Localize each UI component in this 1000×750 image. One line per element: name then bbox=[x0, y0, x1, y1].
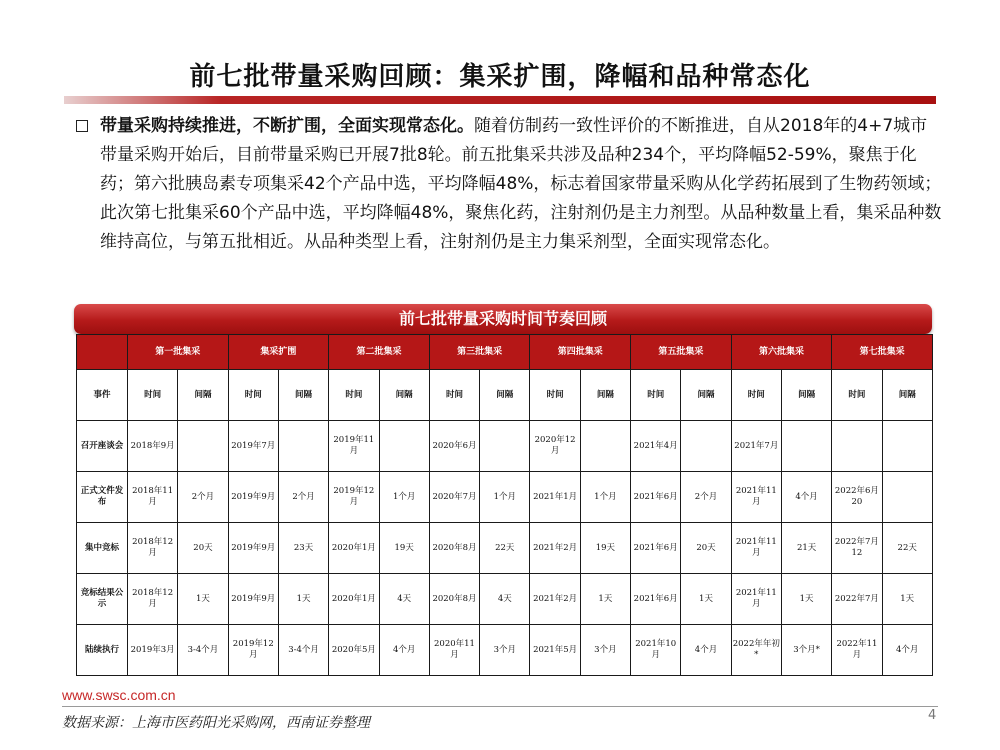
summary-paragraph bbox=[100, 112, 942, 257]
interval-header: 间隔 bbox=[681, 370, 731, 421]
interval-header: 间隔 bbox=[178, 370, 228, 421]
table-cell: 2021年6月 bbox=[631, 472, 681, 523]
row-label: 集中竞标 bbox=[77, 523, 128, 574]
table-row bbox=[77, 421, 933, 472]
table-cell: 2021年4月 bbox=[631, 421, 681, 472]
table-cell: 2021年11月 bbox=[731, 472, 781, 523]
table-cell: 2019年9月 bbox=[228, 523, 278, 574]
table-cell bbox=[278, 421, 328, 472]
batch-header: 第三批集采 bbox=[429, 335, 530, 370]
table-cell: 2021年5月 bbox=[530, 625, 580, 676]
table-cell: 2018年12月 bbox=[128, 523, 178, 574]
summary-lead: 带量采购持续推进，不断扩围，全面实现常态化。 bbox=[100, 116, 474, 136]
summary-text: 随着仿制药一致性评价的不断推进，自从2018年的4+7城市带量采购开始后，目前带量采购已开展7批8轮。前五批集采共涉及品种234个，平均降幅52-59%，聚焦于化药；第六批胰岛素专项集采42个产品中选，平均降幅48%，标志着国家带量采购从化学药拓展到了生物药领域；此次第七批集采60个产品中选，平均降幅48%，聚焦化药，注射剂仍是主力剂型。从品种数量上看，集采品种数维持高位，与第五批相近。从品种类型上看，注射剂仍是主力集采剂型，全面实现常态化。 bbox=[100, 116, 942, 252]
table-cell: 2个月 bbox=[278, 472, 328, 523]
table-row bbox=[77, 472, 933, 523]
batch-header: 第二批集采 bbox=[329, 335, 430, 370]
header-corner bbox=[77, 335, 128, 370]
table-cell: 3-4个月 bbox=[278, 625, 328, 676]
table-cell: 20天 bbox=[178, 523, 228, 574]
table-cell: 2020年12月 bbox=[530, 421, 580, 472]
table-cell: 2个月 bbox=[178, 472, 228, 523]
table-cell bbox=[480, 421, 530, 472]
table-cell: 2020年1月 bbox=[329, 574, 379, 625]
interval-header: 间隔 bbox=[480, 370, 530, 421]
table-cell: 2018年9月 bbox=[128, 421, 178, 472]
table-row bbox=[77, 523, 933, 574]
table-row bbox=[77, 574, 933, 625]
table-cell: 2020年6月 bbox=[429, 421, 479, 472]
time-header: 时间 bbox=[832, 370, 882, 421]
table-cell: 4个月 bbox=[882, 625, 932, 676]
table-cell: 1天 bbox=[178, 574, 228, 625]
row-label: 竞标结果公示 bbox=[77, 574, 128, 625]
table-cell: 19天 bbox=[580, 523, 630, 574]
table-cell: 2019年11月 bbox=[329, 421, 379, 472]
data-source-note: 数据来源：上海市医药阳光采购网，西南证券整理 bbox=[62, 715, 370, 731]
interval-header: 间隔 bbox=[580, 370, 630, 421]
table-cell: 2020年5月 bbox=[329, 625, 379, 676]
table-cell: 2019年7月 bbox=[228, 421, 278, 472]
table-cell: 2020年8月 bbox=[429, 523, 479, 574]
table-cell: 1天 bbox=[278, 574, 328, 625]
table-cell: 2018年11月 bbox=[128, 472, 178, 523]
time-header: 时间 bbox=[429, 370, 479, 421]
table-cell: 2021年6月 bbox=[631, 574, 681, 625]
table-cell: 3个月 bbox=[580, 625, 630, 676]
table-cell: 2个月 bbox=[681, 472, 731, 523]
interval-header: 间隔 bbox=[379, 370, 429, 421]
row-label: 正式文件发布 bbox=[77, 472, 128, 523]
title-divider bbox=[64, 96, 936, 104]
batch-header-row bbox=[77, 335, 933, 370]
table-cell bbox=[681, 421, 731, 472]
page-number: 4 bbox=[928, 708, 937, 723]
table-cell bbox=[832, 421, 882, 472]
table-cell bbox=[178, 421, 228, 472]
table-cell: 2021年2月 bbox=[530, 523, 580, 574]
table-cell: 2022年7月12 bbox=[832, 523, 882, 574]
table-cell: 3个月* bbox=[781, 625, 831, 676]
table-cell: 23天 bbox=[278, 523, 328, 574]
table-cell: 1个月 bbox=[379, 472, 429, 523]
table-cell: 4天 bbox=[379, 574, 429, 625]
footer-divider bbox=[62, 706, 938, 707]
event-header: 事件 bbox=[77, 370, 128, 421]
time-header: 时间 bbox=[128, 370, 178, 421]
row-label: 召开座谈会 bbox=[77, 421, 128, 472]
table-cell bbox=[882, 472, 932, 523]
table-cell: 2018年12月 bbox=[128, 574, 178, 625]
table-cell: 2019年9月 bbox=[228, 472, 278, 523]
table-cell: 1天 bbox=[882, 574, 932, 625]
table-cell bbox=[781, 421, 831, 472]
table-cell: 2021年10月 bbox=[631, 625, 681, 676]
batch-header: 第一批集采 bbox=[128, 335, 229, 370]
table-row bbox=[77, 625, 933, 676]
table-cell: 2021年11月 bbox=[731, 523, 781, 574]
checkbox-bullet-icon bbox=[76, 120, 88, 132]
table-cell: 22天 bbox=[882, 523, 932, 574]
table-cell: 2021年2月 bbox=[530, 574, 580, 625]
table-cell: 2020年1月 bbox=[329, 523, 379, 574]
table-cell: 2019年3月 bbox=[128, 625, 178, 676]
table-cell: 2021年7月 bbox=[731, 421, 781, 472]
interval-header: 间隔 bbox=[882, 370, 932, 421]
table-cell: 2021年6月 bbox=[631, 523, 681, 574]
table-cell: 2020年7月 bbox=[429, 472, 479, 523]
table-cell: 4个月 bbox=[681, 625, 731, 676]
table-cell: 1个月 bbox=[480, 472, 530, 523]
table-cell bbox=[580, 421, 630, 472]
table-cell: 20天 bbox=[681, 523, 731, 574]
batch-header: 集采扩围 bbox=[228, 335, 329, 370]
page-title: 前七批带量采购回顾：集采扩围，降幅和品种常态化 bbox=[189, 62, 811, 92]
interval-header: 间隔 bbox=[278, 370, 328, 421]
table-banner: 前七批带量采购时间节奏回顾 bbox=[74, 304, 932, 334]
batch-header: 第七批集采 bbox=[832, 335, 933, 370]
table-cell: 3-4个月 bbox=[178, 625, 228, 676]
time-header: 时间 bbox=[329, 370, 379, 421]
table-cell: 2021年1月 bbox=[530, 472, 580, 523]
batch-header: 第五批集采 bbox=[631, 335, 732, 370]
table-cell: 2022年11月 bbox=[832, 625, 882, 676]
table-cell: 2019年12月 bbox=[329, 472, 379, 523]
table-cell: 2022年年初* bbox=[731, 625, 781, 676]
table-cell bbox=[882, 421, 932, 472]
table-cell: 1天 bbox=[781, 574, 831, 625]
table-cell: 21天 bbox=[781, 523, 831, 574]
table-cell: 2020年8月 bbox=[429, 574, 479, 625]
time-header: 时间 bbox=[228, 370, 278, 421]
table-cell: 4天 bbox=[480, 574, 530, 625]
sub-header-row bbox=[77, 370, 933, 421]
table-cell: 1天 bbox=[580, 574, 630, 625]
table-cell: 2019年12月 bbox=[228, 625, 278, 676]
table-cell bbox=[379, 421, 429, 472]
table-cell: 4个月 bbox=[781, 472, 831, 523]
table-cell: 19天 bbox=[379, 523, 429, 574]
schedule-table bbox=[76, 334, 933, 676]
row-label: 陆续执行 bbox=[77, 625, 128, 676]
table-cell: 2022年7月 bbox=[832, 574, 882, 625]
table-cell: 3个月 bbox=[480, 625, 530, 676]
table-cell: 2021年11月 bbox=[731, 574, 781, 625]
table-cell: 4个月 bbox=[379, 625, 429, 676]
batch-header: 第四批集采 bbox=[530, 335, 631, 370]
interval-header: 间隔 bbox=[781, 370, 831, 421]
table-cell: 2020年11月 bbox=[429, 625, 479, 676]
time-header: 时间 bbox=[530, 370, 580, 421]
time-header: 时间 bbox=[631, 370, 681, 421]
table-cell: 22天 bbox=[480, 523, 530, 574]
website-link[interactable]: www.swsc.com.cn bbox=[62, 687, 176, 703]
table-cell: 1天 bbox=[681, 574, 731, 625]
table-cell: 2019年9月 bbox=[228, 574, 278, 625]
table-cell: 2022年6月20 bbox=[832, 472, 882, 523]
time-header: 时间 bbox=[731, 370, 781, 421]
table-cell: 1个月 bbox=[580, 472, 630, 523]
batch-header: 第六批集采 bbox=[731, 335, 832, 370]
